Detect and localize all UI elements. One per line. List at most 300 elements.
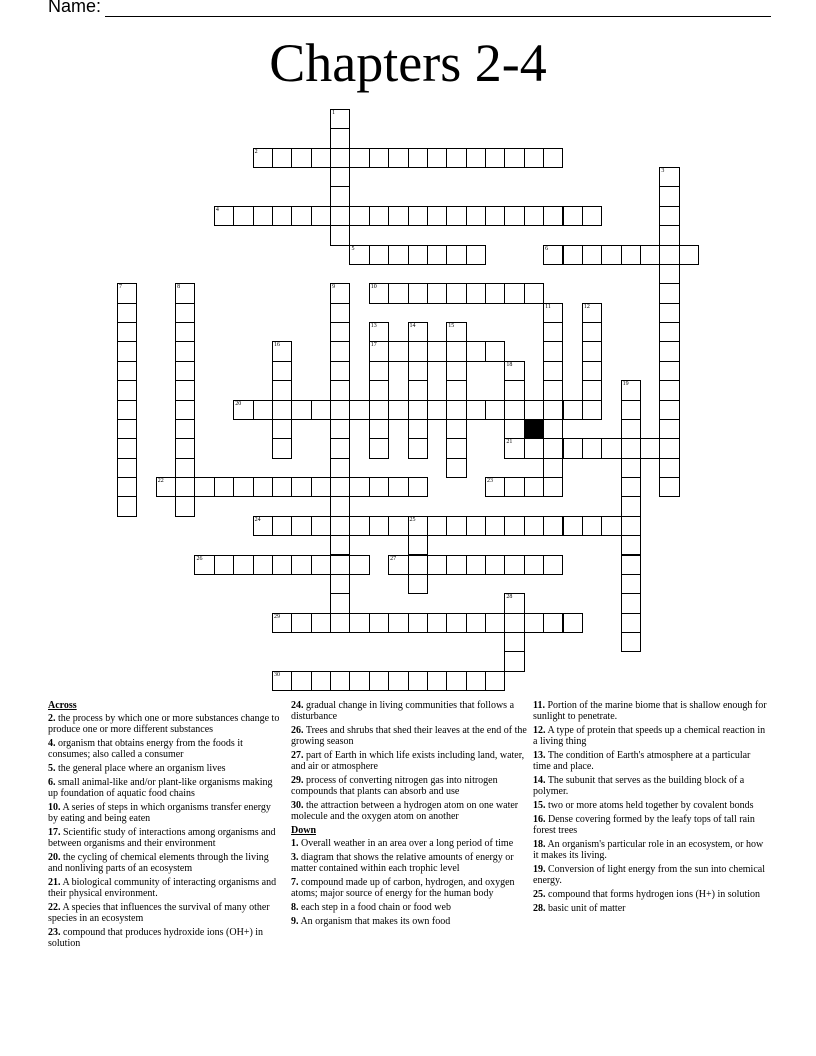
- grid-cell[interactable]: [291, 400, 311, 420]
- grid-cell[interactable]: [311, 400, 331, 420]
- grid-cell[interactable]: [408, 322, 428, 342]
- grid-cell[interactable]: [117, 283, 137, 303]
- grid-cell[interactable]: [601, 516, 621, 536]
- grid-cell[interactable]: [524, 400, 544, 420]
- grid-cell[interactable]: [330, 303, 350, 323]
- grid-cell[interactable]: [621, 535, 641, 555]
- grid-cell[interactable]: [446, 458, 466, 478]
- grid-cell[interactable]: [659, 322, 679, 342]
- grid-cell[interactable]: [427, 400, 447, 420]
- grid-cell[interactable]: [485, 516, 505, 536]
- grid-cell[interactable]: [175, 361, 195, 381]
- grid-cell[interactable]: [311, 613, 331, 633]
- grid-cell[interactable]: [253, 477, 273, 497]
- grid-cell[interactable]: [233, 400, 253, 420]
- grid-cell[interactable]: [621, 477, 641, 497]
- grid-cell[interactable]: [582, 361, 602, 381]
- grid-cell[interactable]: [466, 148, 486, 168]
- grid-cell[interactable]: [117, 419, 137, 439]
- grid-cell[interactable]: [504, 555, 524, 575]
- grid-cell[interactable]: [272, 516, 292, 536]
- grid-cell[interactable]: [388, 555, 408, 575]
- grid-cell[interactable]: [388, 206, 408, 226]
- grid-cell[interactable]: [233, 555, 253, 575]
- grid-cell[interactable]: [117, 380, 137, 400]
- grid-cell[interactable]: [330, 225, 350, 245]
- grid-cell[interactable]: [543, 400, 563, 420]
- grid-cell[interactable]: [369, 438, 389, 458]
- grid-cell[interactable]: [175, 477, 195, 497]
- grid-cell[interactable]: [504, 516, 524, 536]
- grid-cell[interactable]: [543, 458, 563, 478]
- grid-cell[interactable]: [621, 419, 641, 439]
- grid-cell[interactable]: [543, 148, 563, 168]
- grid-cell[interactable]: [485, 555, 505, 575]
- grid-cell[interactable]: [291, 206, 311, 226]
- grid-cell[interactable]: [543, 613, 563, 633]
- grid-cell[interactable]: [659, 264, 679, 284]
- grid-cell[interactable]: [446, 516, 466, 536]
- grid-cell[interactable]: [504, 613, 524, 633]
- grid-cell[interactable]: [272, 671, 292, 691]
- grid-cell[interactable]: [504, 283, 524, 303]
- grid-cell[interactable]: [466, 400, 486, 420]
- grid-cell[interactable]: [272, 400, 292, 420]
- grid-cell[interactable]: [330, 400, 350, 420]
- grid-cell[interactable]: [504, 380, 524, 400]
- grid-cell[interactable]: [408, 400, 428, 420]
- grid-cell[interactable]: [369, 477, 389, 497]
- grid-cell[interactable]: [563, 245, 583, 265]
- grid-cell[interactable]: [563, 400, 583, 420]
- grid-cell[interactable]: [446, 361, 466, 381]
- clue-item-text: Conversion of light energy from the sun into chemical energy.: [533, 864, 765, 886]
- clue-number: 18: [506, 361, 513, 368]
- grid-cell[interactable]: [621, 593, 641, 613]
- grid-cell[interactable]: [524, 438, 544, 458]
- grid-cell[interactable]: [369, 400, 389, 420]
- grid-cell[interactable]: [369, 380, 389, 400]
- grid-cell[interactable]: [369, 516, 389, 536]
- grid-cell[interactable]: [621, 245, 641, 265]
- grid-cell[interactable]: [524, 555, 544, 575]
- grid-cell[interactable]: [524, 516, 544, 536]
- grid-cell[interactable]: [330, 496, 350, 516]
- grid-cell[interactable]: [466, 613, 486, 633]
- grid-cell[interactable]: [659, 419, 679, 439]
- grid-cell[interactable]: [563, 438, 583, 458]
- grid-cell[interactable]: [330, 593, 350, 613]
- grid-cell[interactable]: [253, 206, 273, 226]
- grid-cell[interactable]: [330, 574, 350, 594]
- grid-cell[interactable]: [388, 400, 408, 420]
- grid-cell[interactable]: [659, 283, 679, 303]
- grid-cell[interactable]: [659, 438, 679, 458]
- grid-cell[interactable]: [543, 361, 563, 381]
- grid-cell[interactable]: [330, 613, 350, 633]
- grid-cell[interactable]: [349, 400, 369, 420]
- grid-cell[interactable]: [330, 148, 350, 168]
- grid-cell[interactable]: [446, 419, 466, 439]
- grid-cell[interactable]: [621, 400, 641, 420]
- grid-cell[interactable]: [330, 341, 350, 361]
- grid-cell[interactable]: [253, 148, 273, 168]
- grid-cell[interactable]: [272, 341, 292, 361]
- grid-cell[interactable]: [659, 245, 679, 265]
- grid-cell[interactable]: [369, 206, 389, 226]
- grid-cell[interactable]: [117, 400, 137, 420]
- grid-cell[interactable]: [408, 245, 428, 265]
- grid-cell[interactable]: [427, 341, 447, 361]
- grid-cell[interactable]: [175, 400, 195, 420]
- grid-cell[interactable]: [330, 438, 350, 458]
- grid-cell[interactable]: [369, 419, 389, 439]
- grid-cell[interactable]: [214, 206, 234, 226]
- grid-cell[interactable]: [485, 206, 505, 226]
- grid-cell[interactable]: [175, 303, 195, 323]
- grid-cell[interactable]: [330, 128, 350, 148]
- grid-cell[interactable]: [563, 516, 583, 536]
- grid-cell[interactable]: [659, 303, 679, 323]
- grid-cell[interactable]: [349, 671, 369, 691]
- grid-cell[interactable]: [621, 574, 641, 594]
- grid-cell[interactable]: [272, 555, 292, 575]
- grid-cell[interactable]: [408, 283, 428, 303]
- grid-cell[interactable]: [543, 322, 563, 342]
- grid-cell[interactable]: [659, 400, 679, 420]
- grid-cell[interactable]: [466, 341, 486, 361]
- grid-cell[interactable]: [446, 400, 466, 420]
- grid-cell[interactable]: [659, 477, 679, 497]
- grid-cell[interactable]: [408, 574, 428, 594]
- grid-cell[interactable]: [233, 206, 253, 226]
- grid-cell[interactable]: [330, 671, 350, 691]
- grid-cell[interactable]: [272, 361, 292, 381]
- grid-cell[interactable]: [543, 477, 563, 497]
- grid-cell[interactable]: [175, 322, 195, 342]
- grid-cell[interactable]: [582, 322, 602, 342]
- grid-cell[interactable]: [446, 671, 466, 691]
- grid-cell[interactable]: [291, 613, 311, 633]
- grid-cell[interactable]: [117, 496, 137, 516]
- grid-cell[interactable]: [175, 380, 195, 400]
- grid-cell[interactable]: [543, 245, 563, 265]
- grid-cell[interactable]: [524, 206, 544, 226]
- grid-cell[interactable]: [330, 283, 350, 303]
- grid-cell[interactable]: [427, 555, 447, 575]
- grid-cell[interactable]: [659, 206, 679, 226]
- clue-number: 28: [506, 594, 513, 601]
- grid-cell[interactable]: [543, 555, 563, 575]
- grid-cell[interactable]: [369, 322, 389, 342]
- grid-cell[interactable]: [349, 613, 369, 633]
- grid-cell[interactable]: [582, 400, 602, 420]
- grid-cell[interactable]: [311, 477, 331, 497]
- grid-cell[interactable]: [524, 613, 544, 633]
- grid-cell[interactable]: [504, 632, 524, 652]
- clue-item-number: 13.: [533, 750, 546, 761]
- grid-cell[interactable]: [369, 283, 389, 303]
- grid-cell[interactable]: [504, 148, 524, 168]
- grid-cell[interactable]: [233, 477, 253, 497]
- grid-cell[interactable]: [330, 458, 350, 478]
- grid-cell[interactable]: [640, 438, 660, 458]
- grid-cell[interactable]: [601, 245, 621, 265]
- grid-cell[interactable]: [388, 613, 408, 633]
- grid-cell[interactable]: [349, 516, 369, 536]
- grid-cell[interactable]: [408, 380, 428, 400]
- grid-cell[interactable]: [621, 458, 641, 478]
- grid-cell[interactable]: [485, 477, 505, 497]
- grid-cell[interactable]: [253, 555, 273, 575]
- grid-cell[interactable]: [311, 206, 331, 226]
- grid-cell[interactable]: [446, 245, 466, 265]
- grid-cell[interactable]: [640, 245, 660, 265]
- grid-cell[interactable]: [330, 206, 350, 226]
- grid-cell[interactable]: [679, 245, 699, 265]
- grid-cell[interactable]: [330, 186, 350, 206]
- clue-number: 20: [235, 400, 242, 407]
- grid-cell[interactable]: [485, 148, 505, 168]
- grid-cell[interactable]: [524, 283, 544, 303]
- grid-cell[interactable]: [466, 555, 486, 575]
- grid-cell[interactable]: [504, 593, 524, 613]
- grid-cell[interactable]: [311, 671, 331, 691]
- grid-cell[interactable]: [175, 419, 195, 439]
- grid-cell[interactable]: [369, 148, 389, 168]
- grid-cell[interactable]: [408, 419, 428, 439]
- grid-cell[interactable]: [408, 206, 428, 226]
- grid-cell[interactable]: [504, 438, 524, 458]
- grid-cell[interactable]: [311, 555, 331, 575]
- grid-cell[interactable]: [408, 555, 428, 575]
- grid-cell[interactable]: [427, 206, 447, 226]
- grid-cell[interactable]: [446, 206, 466, 226]
- grid-cell[interactable]: [543, 380, 563, 400]
- grid-cell[interactable]: [388, 245, 408, 265]
- grid-cell[interactable]: [349, 206, 369, 226]
- grid-cell[interactable]: [504, 361, 524, 381]
- grid-cell[interactable]: [388, 671, 408, 691]
- grid-cell[interactable]: [253, 516, 273, 536]
- grid-cell[interactable]: [408, 516, 428, 536]
- grid-cell[interactable]: [504, 400, 524, 420]
- grid-cell[interactable]: [214, 477, 234, 497]
- grid-cell[interactable]: [272, 438, 292, 458]
- grid-cell[interactable]: [485, 671, 505, 691]
- grid-cell[interactable]: [446, 283, 466, 303]
- grid-cell[interactable]: [117, 477, 137, 497]
- grid-cell[interactable]: [349, 477, 369, 497]
- grid-cell[interactable]: [330, 380, 350, 400]
- grid-cell[interactable]: [175, 283, 195, 303]
- grid-cell[interactable]: [388, 341, 408, 361]
- grid-cell[interactable]: [582, 245, 602, 265]
- grid-cell[interactable]: [291, 148, 311, 168]
- grid-cell[interactable]: [543, 206, 563, 226]
- grid-cell[interactable]: [427, 516, 447, 536]
- grid-cell[interactable]: [408, 671, 428, 691]
- grid-cell[interactable]: [408, 148, 428, 168]
- grid-cell[interactable]: [427, 283, 447, 303]
- grid-cell[interactable]: [427, 671, 447, 691]
- grid-cell[interactable]: [543, 438, 563, 458]
- grid-cell[interactable]: [543, 419, 563, 439]
- clue-item: [291, 775, 531, 797]
- clue-item: [48, 713, 283, 735]
- grid-cell[interactable]: [175, 496, 195, 516]
- grid-cell[interactable]: [543, 516, 563, 536]
- grid-cell[interactable]: [427, 613, 447, 633]
- grid-cell[interactable]: [369, 671, 389, 691]
- grid-cell[interactable]: [543, 341, 563, 361]
- grid-cell[interactable]: [369, 613, 389, 633]
- grid-cell[interactable]: [466, 516, 486, 536]
- grid-cell[interactable]: [291, 516, 311, 536]
- grid-cell[interactable]: [524, 148, 544, 168]
- grid-cell[interactable]: [408, 361, 428, 381]
- grid-cell[interactable]: [466, 671, 486, 691]
- grid-cell[interactable]: [175, 438, 195, 458]
- clue-item-text: diagram that shows the relative amounts of energy or matter contained within each trophic level: [291, 852, 514, 874]
- grid-cell[interactable]: [601, 438, 621, 458]
- grid-cell[interactable]: [582, 516, 602, 536]
- clue-item: [48, 777, 283, 799]
- grid-cell[interactable]: [214, 555, 234, 575]
- grid-cell[interactable]: [446, 341, 466, 361]
- grid-cell[interactable]: [485, 283, 505, 303]
- grid-cell[interactable]: [659, 186, 679, 206]
- grid-cell[interactable]: [582, 206, 602, 226]
- grid-cell[interactable]: [117, 361, 137, 381]
- grid-cell[interactable]: [504, 651, 524, 671]
- grid-cell[interactable]: [446, 148, 466, 168]
- grid-cell[interactable]: [291, 477, 311, 497]
- grid-cell[interactable]: [485, 613, 505, 633]
- grid-cell[interactable]: [117, 438, 137, 458]
- grid-cell[interactable]: [330, 419, 350, 439]
- grid-cell[interactable]: [446, 438, 466, 458]
- grid-cell[interactable]: [272, 148, 292, 168]
- grid-cell[interactable]: [524, 477, 544, 497]
- grid-cell[interactable]: [504, 477, 524, 497]
- grid-cell[interactable]: [369, 341, 389, 361]
- grid-cell[interactable]: [117, 303, 137, 323]
- grid-cell[interactable]: [330, 361, 350, 381]
- grid-cell[interactable]: [504, 419, 524, 439]
- grid-cell[interactable]: [408, 613, 428, 633]
- grid-cell[interactable]: [427, 245, 447, 265]
- grid-cell[interactable]: [330, 555, 350, 575]
- grid-cell[interactable]: [253, 400, 273, 420]
- grid-cell[interactable]: [369, 361, 389, 381]
- grid-cell[interactable]: [330, 516, 350, 536]
- grid-cell[interactable]: [408, 438, 428, 458]
- grid-cell[interactable]: [485, 400, 505, 420]
- clue-item-number: 5.: [48, 763, 56, 774]
- grid-cell[interactable]: [291, 671, 311, 691]
- grid-cell[interactable]: [330, 535, 350, 555]
- grid-cell[interactable]: [543, 303, 563, 323]
- grid-cell[interactable]: [446, 555, 466, 575]
- grid-cell[interactable]: [582, 303, 602, 323]
- grid-cell[interactable]: [272, 613, 292, 633]
- grid-cell[interactable]: [311, 148, 331, 168]
- grid-cell[interactable]: [349, 245, 369, 265]
- grid-cell[interactable]: [291, 555, 311, 575]
- grid-cell[interactable]: [659, 167, 679, 187]
- grid-cell[interactable]: [621, 555, 641, 575]
- grid-cell[interactable]: [175, 341, 195, 361]
- grid-cell[interactable]: [446, 613, 466, 633]
- grid-cell[interactable]: [388, 148, 408, 168]
- grid-cell[interactable]: [349, 555, 369, 575]
- grid-cell[interactable]: [621, 632, 641, 652]
- grid-cell[interactable]: [446, 322, 466, 342]
- grid-cell[interactable]: [330, 477, 350, 497]
- grid-cell[interactable]: [330, 109, 350, 129]
- grid-cell[interactable]: [466, 206, 486, 226]
- grid-cell[interactable]: [175, 458, 195, 478]
- grid-cell[interactable]: [659, 380, 679, 400]
- grid-cell[interactable]: [272, 419, 292, 439]
- grid-cell[interactable]: [272, 206, 292, 226]
- grid-cell[interactable]: [621, 496, 641, 516]
- grid-cell[interactable]: [311, 516, 331, 536]
- grid-cell[interactable]: [621, 438, 641, 458]
- grid-cell[interactable]: [117, 458, 137, 478]
- grid-cell[interactable]: [621, 516, 641, 536]
- grid-cell[interactable]: [272, 477, 292, 497]
- grid-cell[interactable]: [659, 458, 679, 478]
- grid-cell[interactable]: [117, 322, 137, 342]
- grid-cell[interactable]: [485, 341, 505, 361]
- grid-cell[interactable]: [330, 322, 350, 342]
- grid-cell[interactable]: [117, 341, 137, 361]
- clue-item-number: 3.: [291, 852, 299, 863]
- grid-cell[interactable]: [582, 380, 602, 400]
- grid-cell[interactable]: [369, 245, 389, 265]
- grid-cell[interactable]: [388, 283, 408, 303]
- clue-item: [533, 700, 768, 722]
- grid-cell[interactable]: [408, 477, 428, 497]
- grid-cell[interactable]: [659, 225, 679, 245]
- grid-cell[interactable]: [504, 206, 524, 226]
- grid-cell[interactable]: [582, 341, 602, 361]
- grid-cell[interactable]: [408, 341, 428, 361]
- grid-cell[interactable]: [388, 516, 408, 536]
- grid-cell[interactable]: [582, 438, 602, 458]
- grid-cell[interactable]: [194, 555, 214, 575]
- grid-cell[interactable]: [659, 361, 679, 381]
- grid-cell[interactable]: [272, 380, 292, 400]
- grid-cell[interactable]: [194, 477, 214, 497]
- grid-cell[interactable]: [388, 477, 408, 497]
- grid-cell[interactable]: [446, 380, 466, 400]
- grid-cell[interactable]: [408, 535, 428, 555]
- grid-cell[interactable]: [659, 341, 679, 361]
- grid-cell[interactable]: [466, 283, 486, 303]
- grid-cell[interactable]: [621, 613, 641, 633]
- grid-cell[interactable]: [563, 206, 583, 226]
- grid-cell[interactable]: [621, 380, 641, 400]
- grid-cell[interactable]: [563, 613, 583, 633]
- grid-cell[interactable]: [466, 245, 486, 265]
- grid-cell[interactable]: [156, 477, 176, 497]
- grid-cell[interactable]: [349, 148, 369, 168]
- grid-cell[interactable]: [427, 148, 447, 168]
- grid-cell[interactable]: [330, 167, 350, 187]
